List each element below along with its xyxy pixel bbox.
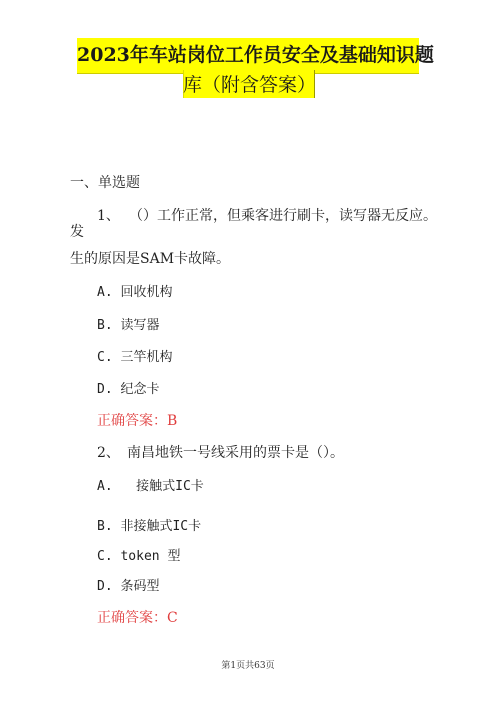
- document-title-line1: 2023年车站岗位工作员安全及基础知识题: [77, 44, 434, 66]
- question-2-answer: 正确答案：C: [97, 610, 178, 626]
- question-1-text-line2: 生的原因是SAM卡故障。: [70, 251, 231, 267]
- question-2-option-c: C. token 型: [97, 549, 181, 564]
- question-1-option-c: C. 三竿机构: [97, 350, 173, 365]
- question-1-answer: 正确答案：B: [97, 413, 178, 429]
- question-2-option-d: D. 条码型: [97, 579, 160, 594]
- question-2-text: 南昌地铁一号线采用的票卡是（）。: [127, 445, 344, 461]
- question-1-option-a: A. 回收机构: [97, 285, 173, 300]
- document-title-line2: 库（附含答案）: [183, 74, 317, 96]
- question-1-text: （）工作正常，但乘客进行刷卡，读写器无反应。: [129, 208, 437, 224]
- question-2-number: 2、: [97, 445, 120, 461]
- question-1-number: 1、: [97, 208, 120, 224]
- question-1-option-b: B. 读写器: [97, 318, 160, 333]
- question-2-option-b: B. 非接触式IC卡: [97, 519, 202, 534]
- question-1-text-wrap: 发: [70, 224, 84, 240]
- question-2-option-a: A. 接触式IC卡: [97, 479, 204, 494]
- section-heading: 一、单选题: [70, 175, 140, 191]
- page-footer: 第1页共63页: [221, 661, 275, 671]
- question-1-option-d: D. 纪念卡: [97, 382, 160, 397]
